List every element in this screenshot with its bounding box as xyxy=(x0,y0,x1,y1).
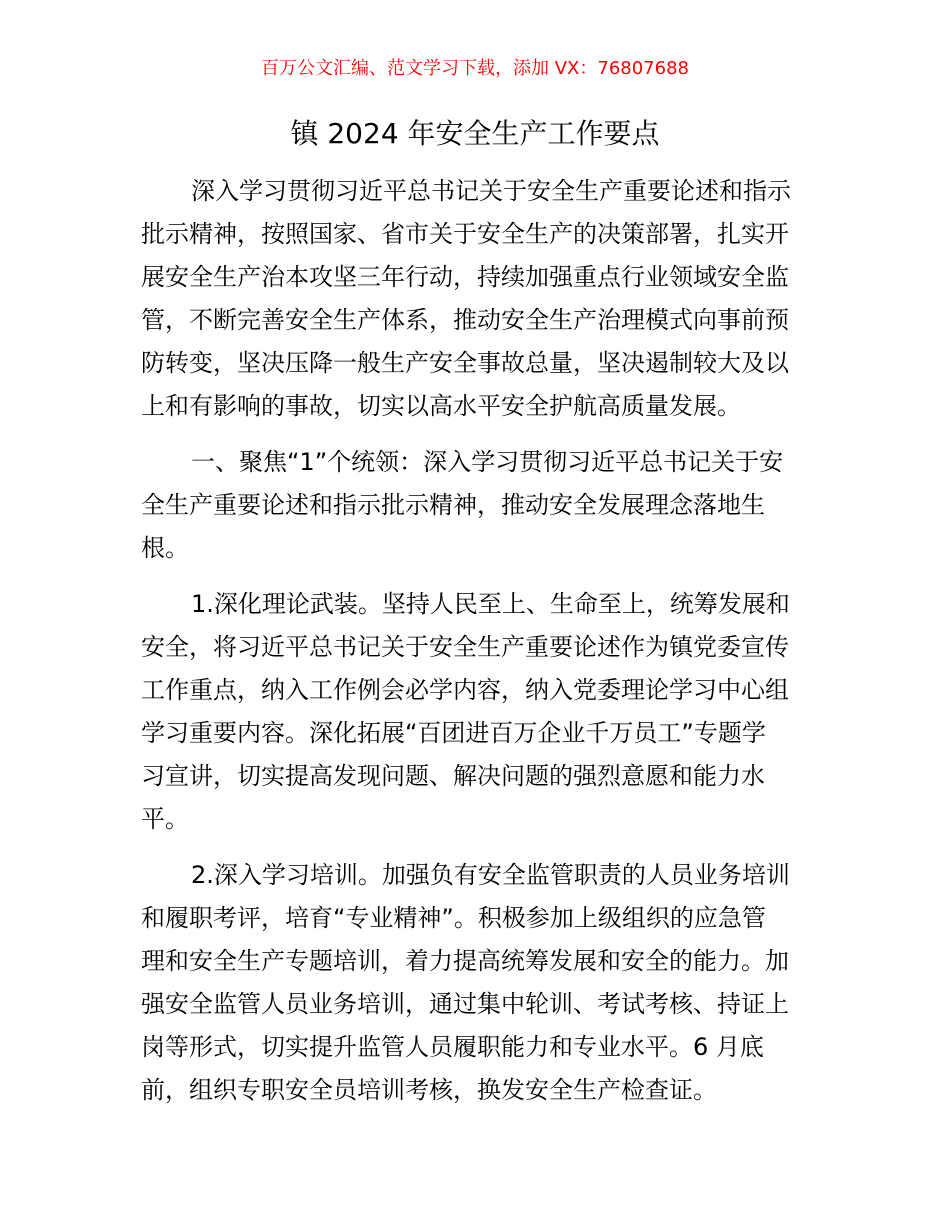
paragraph-item-1 xyxy=(141,583,821,841)
text-line: 平。 xyxy=(141,805,189,833)
text-line: 展安全生产治本攻坚三年行动，持续加强重点行业领域安全监 xyxy=(141,263,789,291)
paragraph-item-2 xyxy=(141,854,821,1112)
text-line: 前，组织专职安全员培训考核，换发安全生产检查证。 xyxy=(141,1076,717,1104)
text-line: 岗等形式，切实提升监管人员履职能力和专业水平。6 月底 xyxy=(141,1033,764,1061)
text-line: 管，不断完善安全生产体系，推动安全生产治理模式向事前预 xyxy=(141,306,789,334)
text-line: 习宣讲，切实提高发现问题、解决问题的强烈意愿和能力水 xyxy=(141,762,765,790)
paragraph-intro xyxy=(141,170,821,428)
text-line: 一、聚焦“1”个统领：深入学习贯彻习近平总书记关于安 xyxy=(191,448,784,476)
text-line: 根。 xyxy=(141,534,189,562)
text-line: 防转变，坚决压降一般生产安全事故总量，坚决遏制较大及以 xyxy=(141,349,789,377)
text-line: 2.深入学习培训。加强负有安全监管职责的人员业务培训 xyxy=(191,861,790,889)
text-line: 深入学习贯彻习近平总书记关于安全生产重要论述和指示 xyxy=(191,177,791,205)
text-line: 强安全监管人员业务培训，通过集中轮训、考试考核、持证上 xyxy=(141,990,789,1018)
text-line: 和履职考评，培育“专业精神”。积极参加上级组织的应急管 xyxy=(141,904,766,932)
text-line: 上和有影响的事故，切实以高水平安全护航高质量发展。 xyxy=(141,392,741,420)
text-line: 理和安全生产专题培训，着力提高统筹发展和安全的能力。加 xyxy=(141,947,789,975)
text-line: 安全，将习近平总书记关于安全生产重要论述作为镇党委宣传 xyxy=(141,633,789,661)
document-body xyxy=(141,170,821,1125)
paragraph-section-heading xyxy=(141,441,821,570)
document-title: 镇 2024 年安全生产工作要点 xyxy=(290,117,660,150)
text-line: 批示精神，按照国家、省市关于安全生产的决策部署，扎实开 xyxy=(141,220,789,248)
text-line: 1.深化理论武装。坚持人民至上、生命至上，统筹发展和 xyxy=(191,590,790,618)
text-line: 全生产重要论述和指示批示精神，推动安全发展理念落地生 xyxy=(141,491,765,519)
text-line: 工作重点，纳入工作例会必学内容，纳入党委理论学习中心组 xyxy=(141,676,789,704)
text-line: 学习重要内容。深化拓展“百团进百万企业千万员工”专题学 xyxy=(141,719,766,747)
header-watermark: 百万公文汇编、范文学习下载，添加 VX：76807688 xyxy=(261,58,689,79)
